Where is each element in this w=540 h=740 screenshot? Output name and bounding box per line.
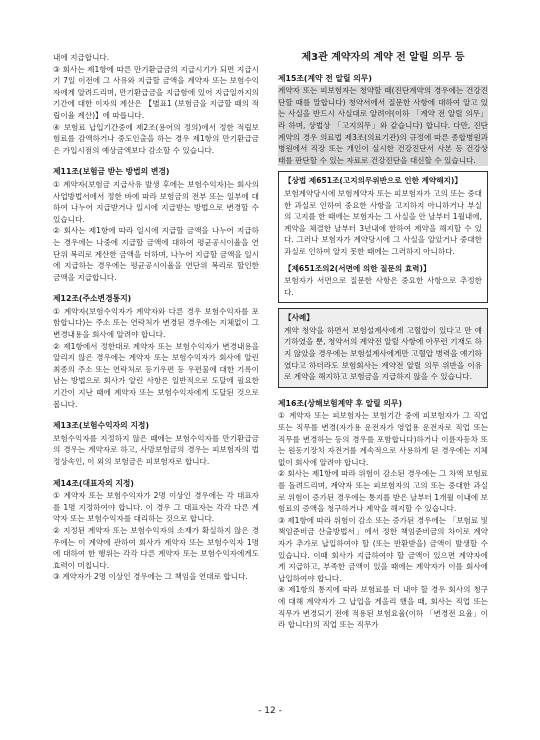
paragraph: 보험수익자를 지정하지 않은 때에는 보험수익자를 만기환급금의 경우는 계약자로 하고, 사망보험금의 경우는 피보험자의 법정상속인, 이 외의 보험금은 피보험자로 합니다. [53,433,259,466]
paragraph: ③ 제1항에 따라 위험이 감소 또는 증가된 경우에는 「보험료 및 책임준비금 산출방법서」에서 정한 책임준비금의 차이로 계약자가 추가로 납입하여야 할 (또는 반환받을) 금액이 발생할 수 있습니다. 이때 회사가 지급하여야 할 금액이 있으면 계약자에게 지급하고, 부족한 금액이 있을 때에는 계약자가 이를 회사에 납입하여야 합니다. [278,515,488,583]
box-text: 계약 청약을 하면서 보험설계사에게 고혈압이 있다고 만 얘기하였을 뿐, 청약서의 계약전 알릴 사항에 아무런 기재도 하지 않았을 경우에는 보험설계사에게만 고혈압 병력을 얘기하였다고 하더라도 보험회사는 계약전 알릴 의무 위반을 이유로 계약을 해지하고 보험금을 지급하지 않을 수 있습니다. [284,325,482,382]
right-column [278,52,488,631]
paragraph: ① 계약자 또는 보험수익자가 2명 이상인 경우에는 각 대표자를 1명 지정하여야 합니다. 이 경우 그 대표자는 각각 다른 계약자 또는 보험수익자를 대리하는 것으로 합니다. [53,491,259,524]
left-column [53,52,259,583]
article-heading-16: 제16조(상해보험계약 후 알릴 의무) [278,398,403,408]
example-case-box [278,308,488,388]
box-heading: 【사례】 [284,313,314,323]
paragraph: ② 회사는 제1항에 따라 위험이 감소된 경우에는 그 차액 보험료를 돌려드리며, 계약자 또는 피보험자의 고의 또는 중대한 과실로 위험이 증가된 경우에는 통지를 받은 날부터 1개월 이내에 보험료의 증액을 청구하거나 계약을 해지할 수 있습니다. [278,469,488,514]
paragraph: ② 지정된 계약자 또는 보험수익자의 소재가 확실하지 않은 경우에는 이 계약에 관하여 회사가 계약자 또는 보험수익자 1명에 대하여 한 행위는 각각 다른 계약자 또는 보험수익자에게도 효력이 미칩니다. [53,525,259,570]
article-heading-12: 제12조(주소변경통지) [53,294,132,304]
article-heading-15: 제15조(계약 전 알릴 의무) [278,73,372,83]
paragraph: ③ 계약자가 2명 이상인 경우에는 그 책임을 연대로 합니다. [53,572,248,582]
paragraph: ① 계약자 또는 피보험자는 보험기간 중에 피보험자가 그 직업 또는 직무를 변경(자가용 운전자가 영업용 운전자로 직업 또는 직무를 변경하는 등의 경우를 포함합니다)하거나 이륜자동차 또는 원동기장치 자전거를 계속적으로 사용하게 된 경우에는 지체없이 회사에 알려야 합니다. [278,411,488,467]
chapter-title: 제3관 계약자의 계약 전 알릴 의무 등 [301,52,465,63]
box-heading: 【제651조의2(서면에 의한 질문의 효력)】 [284,263,431,273]
box-text: 보험자가 서면으로 질문한 사항은 중요한 사항으로 추정한다. [284,276,482,297]
highlighted-paragraph: 계약자 또는 피보험자는 청약할 때(진단계약의 경우에는 건강진단할 때를 말합니다) 청약서에서 질문한 사항에 대하여 알고 있는 사실을 반드시 사실대로 알려야(이하 「계약 전 알릴 의무」라 하며, 상법상 「고지의무」와 같습니다) 합니다. 다만, 진단계약의 경우 의료법 제3조(의료기관)의 규정에 따른 종합병원과 병원에서 직장 또는 개인이 실시한 건강진단서 사본 등 건강상태를 판단할 수 있는 자료로 건강진단을 대신할 수 있습니다. [278,86,488,165]
paragraph: ① 계약자(보험금 지급사유 발생 후에는 보험수익자)는 회사의 사업방법서에서 정한 바에 따라 보험금의 전부 또는 일부에 대하여 나누어 지급받거나 일시에 지급받는 방법으로 변경할 수 있습니다. [53,179,259,224]
paragraph: 내에 지급합니다. [53,53,110,62]
article-heading-13: 제13조(보험수익자의 지정) [53,421,150,431]
paragraph: ④ 제1항의 통지에 따라 보험료를 더 내야 할 경우 회사의 청구에 대해 계약자가 그 납입을 게을리 했을 때, 회사는 직업 또는 직무가 변경되기 전에 적용된 보험요율(이하 「변경전 요율」이라 합니다)의 직업 또는 직무가 [278,585,488,630]
paragraph: ③ 회사는 제1항에 따른 만기환급금의 지급시기가 되면 지급시기 7일 이전에 그 사유와 지급할 금액을 계약자 또는 보험수익자에게 알려드리며, 만기환급금을 지급함에 있어 지급일까지의 기간에 대한 이자의 계산은 【별표1 (보험금을 지급할 때의 적립이율 계산)】에 따릅니다. [53,64,259,120]
commercial-law-box [278,171,488,303]
paragraph: ② 제1항에서 정한대로 계약자 또는 보험수익자가 변경내용을 알리지 않은 경우에는 계약자 또는 보험수익자가 회사에 알린 최종의 주소 또는 연락처로 등기우편 등 우편물에 대한 기록이 남는 방법으로 회사가 알린 사항은 일반적으로 도달에 필요한 기간이 지난 때에 계약자 또는 보험수익자에게 도달된 것으로 봅니다. [53,341,259,409]
page-number: - 12 - [258,706,282,716]
article-heading-11: 제11조(보험금 받는 방법의 변경) [53,167,170,177]
box-heading: 【상법 제651조(고지의무위반으로 인한 계약해지)】 [284,176,462,186]
box-text: 보험계약당시에 보험계약자 또는 피보험자가 고의 또는 중대한 과실로 인하여 중요한 사항을 고지하지 아니하거나 부실의 고지를 한 때에는 보험자는 그 사실을 안 날부터 1월내에, 계약을 체결한 날부터 3년내에 한하여 계약을 해지할 수 있다. 그러나 보험자가 계약당시에 그 사실을 알았거나 중대한 과실로 인하여 알지 못한 때에는 그러하지 아니하다. [284,188,482,256]
paragraph: ④ 보험료 납입기간중에 제2조(용어의 정의)에서 정한 적립보험료를 감액하거나 중도인출을 하는 경우 제1항의 만기환급금은 가입시점의 예상금액보다 감소할 수 있습니다. [53,122,259,155]
paragraph: ① 계약자(보험수익자가 계약자와 다른 경우 보험수익자를 포함합니다)는 주소 또는 연락처가 변경된 경우에는 지체없이 그 변경내용을 회사에 알려야 합니다. [53,306,259,340]
article-heading-14: 제14조(대표자의 지정) [53,478,134,488]
paragraph: ② 회사는 제1항에 따라 일시에 지급할 금액을 나누어 지급하는 경우에는 나중에 지급할 금액에 대하여 평균공시이율을 연단위 복리로 계산한 금액을 더하며, 나누어 지급할 금액을 일시에 지급하는 경우에는 평균공시이율을 연단위 복리로 할인한 금액을 지급합니다. [53,226,259,282]
